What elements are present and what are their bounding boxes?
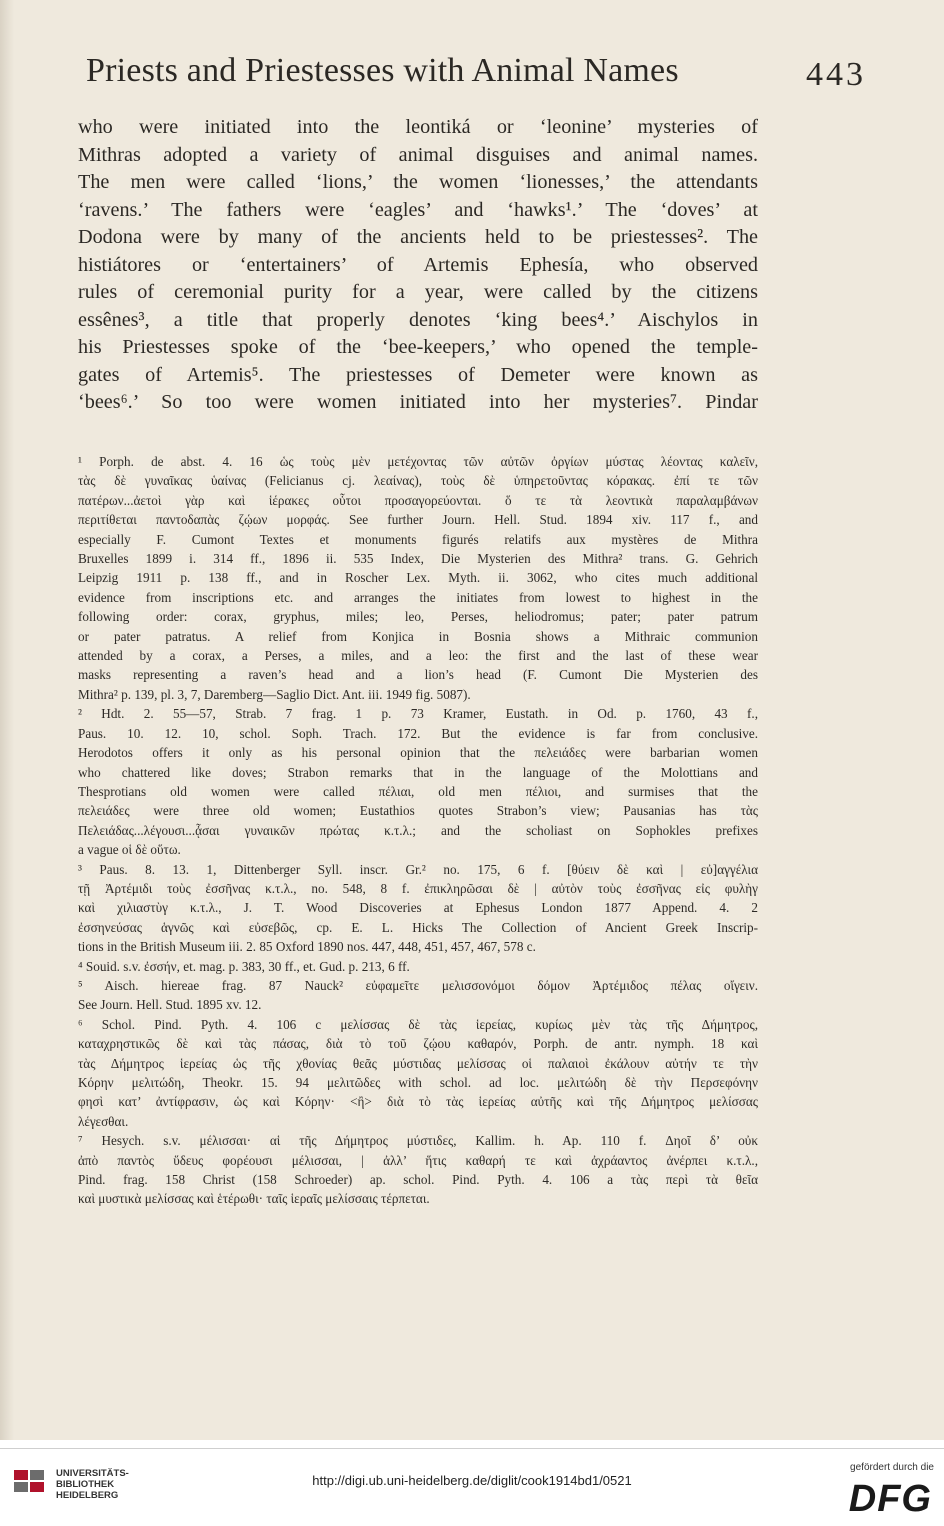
text-line: who were initiated into the leontiká or ‘leonine’ mysteries of (78, 116, 758, 138)
text-line: ‘ravens.’ The fathers were ‘eagles’ and ‘hawks¹.’ The ‘doves’ at (78, 198, 758, 221)
footnote-line: evidence from inscriptions etc. and arranges the initiates from lowest to highest in the (78, 589, 758, 605)
footnote-line: ⁷ Hesych. s.v. μέλισσαι· αἱ τῆς Δήμητρος μύστιδες, Kallim. h. Ap. 110 f. Δηοῖ δ’ οὐκ (78, 1133, 758, 1149)
dfg-logo: DFG (848, 1478, 932, 1520)
footnote-line: Leipzig 1911 p. 138 ff., and in Roscher Lex. Myth. ii. 3062, who cites much additional (78, 570, 758, 586)
footnote-line: attended by a corax, a Perses, a miles, and a leo: the first and the last of these wear (78, 648, 758, 664)
footnote-line: πατέρων...ἀετοὶ γὰρ καὶ ἱέρακες οὗτοι προσαγορεύονται. ὅ τε τὰ λεοντικὰ παραλαμβάνων (78, 492, 758, 508)
footnote-line: καταχρηστικῶς δὲ καὶ τὰς πάσας, διὰ τὸ τοῦ ζῴου καθαρόν, Porph. de antr. nymph. 18 καὶ (78, 1036, 758, 1052)
footer-divider (0, 1448, 944, 1449)
footnote-line: καὶ μυστικὰ μελίσσας καὶ ἑτέρωθι· ταῖς ἱεραῖς μελίσσαις τέρπεται. (78, 1191, 430, 1207)
text-line: histiátores or ‘entertainers’ of Artemis Ephesía, who observed (78, 253, 758, 276)
footnote-line: Herodotos offers it only as his personal opinion that the πελειάδες were barbarian women (78, 745, 758, 761)
text-line: gates of Artemis⁵. The priestesses of Demeter were known as (78, 363, 758, 386)
footnote-line: ³ Paus. 8. 13. 1, Dittenberger Syll. inscr. Gr.² no. 175, 6 f. [θύειν δὲ καὶ | εὐ]αγγέλια (78, 861, 758, 877)
source-url-link[interactable]: http://digi.ub.uni-heidelberg.de/diglit/cook1914bd1/0521 (312, 1473, 632, 1488)
page-gutter-shadow (0, 0, 14, 1440)
footnote-line: ἀπὸ παντὸς ὕδευς φορέουσι μέλισσαι, | ἀλλ’ ἥτις καθαρή τε καὶ ἀχράαντος ἀνέρπει κ.τ.λ., (78, 1152, 758, 1168)
text-line: Dodona were by many of the ancients held to be priestesses². The (78, 226, 758, 248)
text-line: his Priestesses spoke of the ‘bee-keepers,’ who opened the temple- (78, 336, 758, 358)
text-line: essênes³, a title that properly denotes ‘king bees⁴.’ Aischylos in (78, 308, 758, 331)
footnote-line: masks representing a raven’s head and a lion’s head (F. Cumont Die Mysterien des (78, 667, 758, 683)
footnote-line: φησὶ κατ’ ἀντίφρασιν, ὡς καὶ Κόρην· <ἢ> διὰ τὸ τὰς ἱερείας αὐτῆς καὶ τῆς Δήμητρος μελίσσας (78, 1094, 758, 1110)
footnote-line: ² Hdt. 2. 55—57, Strab. 7 frag. 1 p. 73 Kramer, Eustath. in Od. p. 1760, 43 f., (78, 706, 758, 722)
footnote-line: Πελειάδας...λέγουσι...ᾆσαι γυναικῶν πρώτας κ.τ.λ.; and the scholiast on Sophokles prefixes (78, 822, 758, 838)
text-line: rules of ceremonial purity for a year, were called by the citizens (78, 281, 758, 303)
university-name: UNIVERSITÄTS- BIBLIOTHEK HEIDELBERG (56, 1468, 129, 1501)
text-line: ‘bees⁶.’ So too were women initiated into her mysteries⁷. Pindar (78, 391, 758, 413)
footnote-line: τῇ Ἀρτέμιδι τοὺς ἐσσῆνας κ.τ.λ., no. 548, 8 f. ἐπικληρῶσαι δὲ | αὐτὸν τοὺς ἐσσῆνας εἰς φυλὴγ (78, 880, 758, 896)
footnote-line: λέγεσθαι. (78, 1113, 129, 1129)
footnote-line: especially F. Cumont Textes et monuments figurés relatifs aux mystères de Mithra (78, 531, 758, 547)
footnote-line: tions in the British Museum iii. 2. 85 Oxford 1890 nos. 447, 448, 451, 457, 467, 578 c. (78, 939, 536, 955)
footnote-line: ⁴ Souid. s.v. ἐσσήν, et. mag. p. 383, 30 ff., et. Gud. p. 213, 6 ff. (78, 958, 410, 974)
footnote-line: who chattered like doves; Strabon remarks that in the language of the Molottians and (78, 764, 758, 780)
funded-by-label: gefördert durch die (850, 1462, 934, 1473)
page-number: 443 (806, 56, 866, 93)
footnote-line: Bruxelles 1899 i. 314 ff., 1896 ii. 535 Index, Die Mysterien des Mithra² trans. G. Gehrich (78, 551, 758, 567)
footnote-line: Mithra² p. 139, pl. 3, 7, Daremberg—Saglio Dict. Ant. iii. 1949 fig. 5087). (78, 686, 471, 702)
footnote-line: πελειάδες were three old women; Eustathios quotes Strabon’s view; Pausanias has τὰς (78, 803, 758, 819)
running-header (86, 52, 866, 102)
footnote-line: See Journ. Hell. Stud. 1895 xv. 12. (78, 997, 262, 1013)
footnote-line: καὶ χιλιαστὺγ κ.τ.λ., J. T. Wood Discoveries at Ephesus London 1877 Append. 4. 2 (78, 900, 758, 916)
text-line: Mithras adopted a variety of animal disguises and animal names. (78, 143, 758, 166)
text-line: The men were called ‘lions,’ the women ‘lionesses,’ the attendants (78, 171, 758, 193)
footnote-line: τὰς Δήμητρος ἱερείας ὡς τῆς χθονίας θεᾶς μύστιδας μελίσσας οἱ παλαιοὶ ἐκάλουν αὐτήν τε τὴν (78, 1055, 758, 1071)
footnotes (78, 452, 758, 1209)
footnote-line: περιτίθεται παντοδαπὰς ζῴων μορφάς. See further Journ. Hell. Stud. 1894 xiv. 117 f., and (78, 512, 758, 528)
footnote-line: Paus. 10. 12. 10, schol. Soph. Trach. 172. But the evidence is far from conclusive. (78, 725, 758, 741)
footnote-line: Thesprotians old women were called πέλιαι, old men πέλιοι, and surmises that the (78, 783, 758, 799)
footnote-line: ⁵ Aisch. hiereae frag. 87 Nauck² εὐφαμεῖτε μελισσονόμοι δόμον Ἀρτέμιδος πέλας οἴγειν. (78, 977, 758, 993)
footnote-line: ἐσσηνεύσας ἁγνῶς καὶ εὐσεβῶς, cp. E. L. Hicks The Collection of Ancient Greek Inscrip- (78, 919, 758, 935)
footnote-line: Κόρην μελιτώδη, Theokr. 15. 94 μελιτῶδες with schol. ad loc. μελιτώδη δὲ τὴν Περσεφόνην (78, 1075, 758, 1090)
footnote-line: a vague οἱ δὲ οὕτω. (78, 842, 181, 858)
footnote-line: τὰς δὲ γυναῖκας ὑαίνας (Felicianus cj. λεαίνας), τοὺς δὲ ὑπηρετοῦντας κόρακας. ἐπί τε τῶν (78, 473, 758, 489)
footnote-line: Pind. frag. 158 Christ (158 Schroeder) ap. schol. Pind. Pyth. 4. 106 a τὰς περὶ τὰ θεῖα (78, 1172, 758, 1188)
running-title: Priests and Priestesses with Animal Names (86, 52, 679, 89)
footnote-line: ⁶ Schol. Pind. Pyth. 4. 106 c μελίσσας δὲ τὰς ἱερείας, κυρίως μὲν τὰς τῆς Δήμητρος, (78, 1016, 758, 1032)
footnote-line: ¹ Porph. de abst. 4. 16 ὡς τοὺς μὲν μετέχοντας τῶν αὐτῶν ὀργίων μύστας λέοντας καλεῖν, (78, 454, 758, 469)
footnote-line: or pater patratus. A relief from Konjica in Bosnia shows a Mithraic communion (78, 628, 758, 644)
footnote-line: following order: corax, gryphus, miles; leo, Perses, heliodromus; pater; pater patrum (78, 609, 758, 625)
main-text (78, 114, 758, 417)
